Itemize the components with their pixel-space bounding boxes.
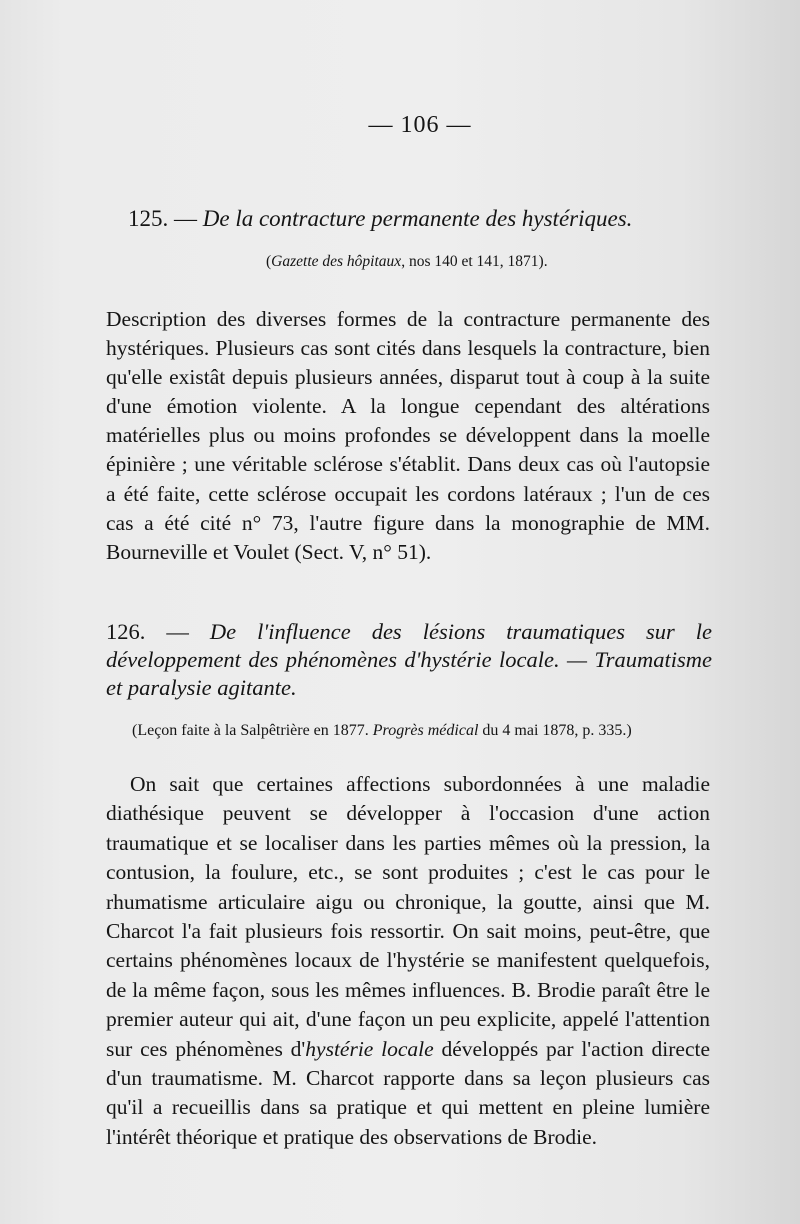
entry-126-source-journal: Progrès médical	[372, 722, 479, 739]
entry-125-title: De la contracture permanente des hystériques.	[202, 206, 633, 231]
page-number: — 106 —	[368, 112, 472, 138]
entry-125-source-rest: , nos 140 et 141, 1871).	[401, 253, 548, 270]
entry-125-number: 125. —	[128, 206, 203, 231]
entry-126-body	[106, 770, 710, 1152]
entry-126-body-italic: hystérie locale	[305, 1036, 434, 1061]
entry-126-source-prefix: (Leçon faite à la Salpêtrière en 1877.	[132, 722, 373, 739]
entry-126-number: 126. —	[106, 619, 210, 644]
entry-126-source	[132, 722, 632, 740]
entry-126-body-part1: On sait que certaines affections subordonnées à une maladie diathésique peuvent se développer à l'occasion d'une action traumatique et se localiser dans les parties mêmes où la pression, la contusion, la foulure, etc., se sont produites ; c'est le cas pour le rhumatisme articulaire aigu ou chronique, la goutte, ainsi que M. Charcot l'a fait plusieurs fois ressortir. On sait moins, peut-être, que certains phénomènes locaux de l'hystérie se manifestent quelquefois, de la même façon, sous les mêmes influences. B. Brodie paraît être le premier auteur qui ait, d'une façon un peu explicite, appelé l'attention sur ces phénomènes d'	[106, 772, 710, 1061]
entry-125-heading	[128, 204, 728, 234]
entry-125-body: Description des diverses formes de la contracture permanente des hystériques. Plusieurs cas sont cités dans lesquels la contracture, bien qu'elle existât depuis plusieurs années, disparut tout à coup à la suite d'une émotion violente. A la longue cependant des altérations matérielles plus ou moins profondes se développent dans la moelle épinière ; une véritable sclérose s'établit. Dans deux cas où l'autopsie a été faite, cette sclérose occupait les cordons latéraux ; l'un de ces cas a été cité n° 73, l'autre figure dans la monographie de MM. Bourneville et Voulet (Sect. V, n° 51).	[106, 307, 710, 564]
entry-126-heading	[106, 618, 712, 702]
entry-126-source-rest: du 4 mai 1878, p. 335.)	[478, 722, 632, 739]
entry-126-body-part2: développés par l'action directe d'un traumatisme. M. Charcot rapporte dans sa leçon plusieurs cas qu'il a recueillis dans sa pratique et qui mettent en pleine lumière l'intérêt théorique et pratique des observations de Brodie.	[106, 1036, 711, 1149]
entry-126-title: De l'influence des lésions traumatiques sur le développement des phénomènes d'hystérie locale. — Traumatisme et paralysie agitante.	[106, 619, 712, 700]
entry-125-source-prefix: (	[266, 253, 272, 270]
entry-125-source-journal: Gazette des hôpitaux	[271, 253, 402, 270]
entry-125-source	[266, 253, 548, 271]
